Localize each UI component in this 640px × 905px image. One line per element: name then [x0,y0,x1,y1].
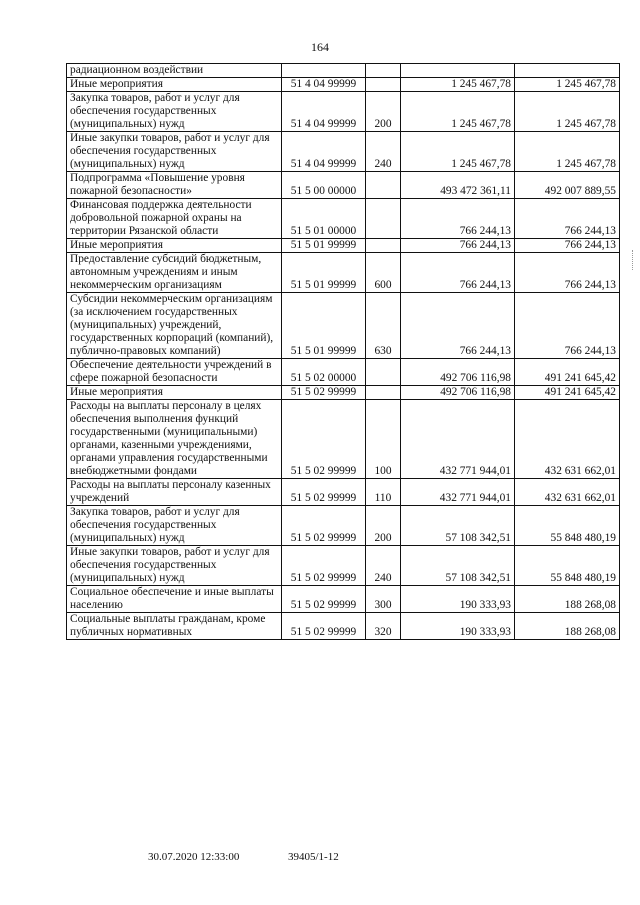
row-sum-2022-cell: 492 007 889,55 [515,172,620,199]
row-sum-2021-cell: 190 333,93 [401,613,515,640]
row-code-cell: 51 5 01 99999 [282,239,366,253]
row-code-cell: 51 5 01 00000 [282,199,366,239]
row-expense-type-cell: 320 [366,613,401,640]
table-row [67,199,620,239]
row-sum-2022-cell: 766 244,13 [515,199,620,239]
row-name-cell: Подпрограмма «Повышение уровня пожарной безопасности» [67,172,282,199]
row-sum-2022-cell: 55 848 480,19 [515,506,620,546]
budget-table [66,63,620,640]
row-name-cell: Предоставление субсидий бюджетным, автономным учреждениям и иным некоммерческим организациям [67,253,282,293]
row-sum-2021-cell: 766 244,13 [401,253,515,293]
table-row [67,253,620,293]
row-name-cell: радиационном воздействии [67,64,282,78]
row-code-cell: 51 4 04 99999 [282,78,366,92]
row-code-cell: 51 5 02 99999 [282,546,366,586]
row-expense-type-cell: 600 [366,253,401,293]
row-name-cell: Финансовая поддержка деятельности добровольной пожарной охраны на территории Рязанской области [67,199,282,239]
table-row [67,506,620,546]
row-sum-2021-cell: 1 245 467,78 [401,132,515,172]
row-name-cell: Иные закупки товаров, работ и услуг для обеспечения государственных (муниципальных) нужд [67,546,282,586]
row-expense-type-cell: 100 [366,400,401,479]
row-name-cell: Иные мероприятия [67,239,282,253]
row-expense-type-cell [366,239,401,253]
row-name-cell: Расходы на выплаты персоналу казенных учреждений [67,479,282,506]
row-sum-2021-cell: 766 244,13 [401,239,515,253]
budget-table-body [67,64,620,640]
row-name-cell: Субсидии некоммерческим организациям (за исключением государственных (муниципальных) учреждений, государственных корпораций (компаний), публично-правовых компаний) [67,293,282,359]
table-row [67,359,620,386]
row-name-cell: Иные мероприятия [67,386,282,400]
row-sum-2022-cell: 491 241 645,42 [515,359,620,386]
row-code-cell: 51 4 04 99999 [282,132,366,172]
row-sum-2021-cell: 492 706 116,98 [401,386,515,400]
row-expense-type-cell [366,386,401,400]
row-sum-2022-cell: 55 848 480,19 [515,546,620,586]
row-sum-2022-cell: 491 241 645,42 [515,386,620,400]
row-code-cell: 51 5 02 99999 [282,613,366,640]
row-code-cell: 51 5 02 99999 [282,506,366,546]
row-name-cell: Иные закупки товаров, работ и услуг для обеспечения государственных (муниципальных) нужд [67,132,282,172]
row-code-cell [282,64,366,78]
table-row [67,400,620,479]
row-name-cell: Социальные выплаты гражданам, кроме публичных нормативных [67,613,282,640]
row-sum-2021-cell: 766 244,13 [401,199,515,239]
row-sum-2022-cell: 1 245 467,78 [515,92,620,132]
row-expense-type-cell [366,64,401,78]
row-sum-2021-cell: 432 771 944,01 [401,400,515,479]
row-expense-type-cell [366,199,401,239]
row-name-cell: Расходы на выплаты персоналу в целях обеспечения выполнения функций государственными (муниципальными) органами, казенными учреждениями, органами управления государственными внебюджетными фондами [67,400,282,479]
row-expense-type-cell: 200 [366,506,401,546]
table-row [67,92,620,132]
row-expense-type-cell: 110 [366,479,401,506]
row-sum-2021-cell: 57 108 342,51 [401,506,515,546]
row-sum-2022-cell: 1 245 467,78 [515,78,620,92]
row-sum-2021-cell [401,64,515,78]
row-sum-2022-cell: 432 631 662,01 [515,479,620,506]
row-sum-2022-cell: 188 268,08 [515,613,620,640]
row-code-cell: 51 5 02 99999 [282,479,366,506]
table-row [67,78,620,92]
table-row [67,479,620,506]
row-name-cell: Обеспечение деятельности учреждений в сфере пожарной безопасности [67,359,282,386]
row-code-cell: 51 5 02 00000 [282,359,366,386]
table-row [67,293,620,359]
row-name-cell: Закупка товаров, работ и услуг для обеспечения государственных (муниципальных) нужд [67,92,282,132]
row-name-cell: Закупка товаров, работ и услуг для обеспечения государственных (муниципальных) нужд [67,506,282,546]
row-code-cell: 51 5 01 99999 [282,293,366,359]
table-row [67,132,620,172]
row-code-cell: 51 5 02 99999 [282,400,366,479]
row-code-cell: 51 5 02 99999 [282,386,366,400]
row-code-cell: 51 4 04 99999 [282,92,366,132]
scan-edge-mark [632,250,635,270]
row-code-cell: 51 5 01 99999 [282,253,366,293]
table-row [67,546,620,586]
table-row [67,172,620,199]
row-sum-2021-cell: 432 771 944,01 [401,479,515,506]
table-row [67,386,620,400]
row-expense-type-cell: 240 [366,132,401,172]
row-expense-type-cell [366,78,401,92]
row-code-cell: 51 5 00 00000 [282,172,366,199]
row-sum-2022-cell: 766 244,13 [515,293,620,359]
row-name-cell: Социальное обеспечение и иные выплаты населению [67,586,282,613]
row-sum-2021-cell: 493 472 361,11 [401,172,515,199]
row-sum-2022-cell: 432 631 662,01 [515,400,620,479]
row-code-cell: 51 5 02 99999 [282,586,366,613]
row-sum-2021-cell: 1 245 467,78 [401,92,515,132]
row-expense-type-cell: 200 [366,92,401,132]
table-row [67,613,620,640]
table-row [67,586,620,613]
footer-document-id: 39405/1-12 [288,851,339,863]
row-sum-2021-cell: 57 108 342,51 [401,546,515,586]
row-name-cell: Иные мероприятия [67,78,282,92]
row-sum-2022-cell: 766 244,13 [515,253,620,293]
row-expense-type-cell: 300 [366,586,401,613]
row-sum-2021-cell: 190 333,93 [401,586,515,613]
footer-timestamp: 30.07.2020 12:33:00 [148,851,240,863]
table-row [67,239,620,253]
row-sum-2022-cell: 1 245 467,78 [515,132,620,172]
row-sum-2022-cell: 188 268,08 [515,586,620,613]
page-number: 164 [311,40,329,54]
row-expense-type-cell [366,359,401,386]
row-sum-2021-cell: 766 244,13 [401,293,515,359]
table-row [67,64,620,78]
row-sum-2021-cell: 1 245 467,78 [401,78,515,92]
row-sum-2022-cell [515,64,620,78]
row-sum-2021-cell: 492 706 116,98 [401,359,515,386]
row-sum-2022-cell: 766 244,13 [515,239,620,253]
row-expense-type-cell: 630 [366,293,401,359]
row-expense-type-cell [366,172,401,199]
row-expense-type-cell: 240 [366,546,401,586]
